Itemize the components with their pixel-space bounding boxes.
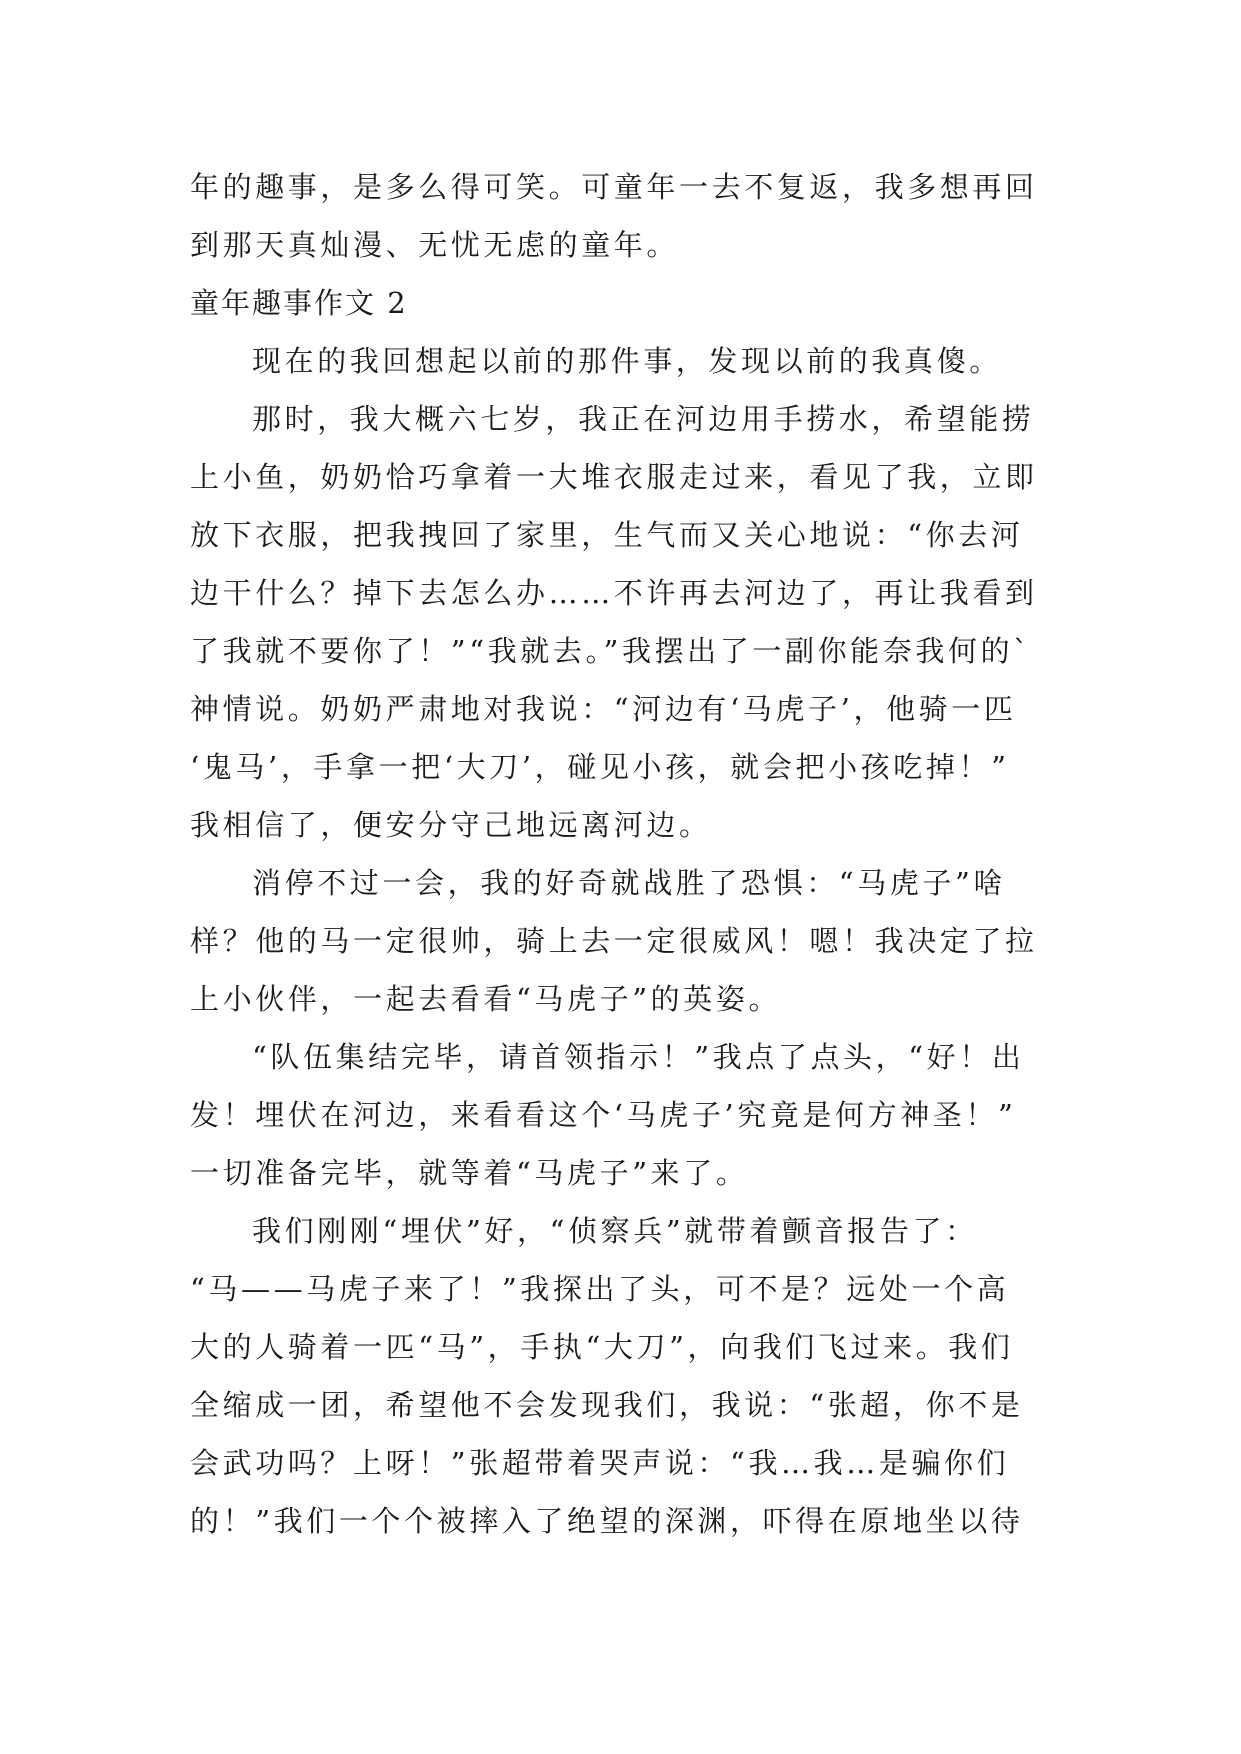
text-line: 我们刚刚“埋伏”好，“侦察兵”就带着颤音报告了： [252, 1214, 978, 1248]
text-line: 上小鱼，奶奶恰巧拿着一大堆衣服走过来，看见了我，立即 [190, 460, 1038, 494]
text-line: 放下衣服，把我拽回了家里，生气而又关心地说：“你去河 [190, 518, 1024, 552]
essay-body [190, 158, 1060, 1550]
text-line: 消停不过一会，我的好奇就战胜了恐惧：“马虎子”啥 [252, 866, 1007, 900]
text-line: 大的人骑着一匹“马”，手执“大刀”，向我们飞过来。我们 [190, 1330, 1014, 1364]
text-line: ‘鬼马’，手拿一把‘大刀’，碰见小孩，就会把小孩吃掉！” [190, 750, 1010, 784]
text-line: “队伍集结完毕，请首领指示！”我点了点头，“好！出 [252, 1040, 1025, 1074]
text-line: 神情说。奶奶严肃地对我说：“河边有‘马虎子’，他骑一匹 [190, 692, 1017, 726]
text-line: 全缩成一团，希望他不会发现我们，我说：“张超，你不是 [190, 1388, 1024, 1422]
text-line: 发！埋伏在河边，来看看这个‘马虎子’究竟是何方神圣！” [190, 1098, 1017, 1132]
text-line: 年的趣事，是多么得可笑。可童年一去不复返，我多想再回 [190, 170, 1038, 204]
text-line: 样？他的马一定很帅，骑上去一定很威风！嗯！我决定了拉 [190, 924, 1038, 958]
text-line: 到那天真灿漫、无忧无虑的童年。 [190, 228, 680, 262]
text-line: 会武功吗？上呀！”张超带着哭声说：“我…我…是骗你们 [190, 1446, 1010, 1480]
text-line: 边干什么？掉下去怎么办……不许再去河边了，再让我看到 [190, 576, 1038, 610]
section-heading: 童年趣事作文 2 [190, 286, 408, 320]
text-line: 的！”我们一个个被摔入了绝望的深渊，吓得在原地坐以待 [190, 1504, 1024, 1538]
text-line: 我相信了，便安分守己地远离河边。 [190, 808, 712, 842]
text-line: 那时，我大概六七岁，我正在河边用手捞水，希望能捞 [252, 402, 1035, 436]
text-line: 一切准备完毕，就等着“马虎子”来了。 [190, 1156, 749, 1190]
text-line: 上小伙伴，一起去看看“马虎子”的英姿。 [190, 982, 782, 1016]
text-line: 现在的我回想起以前的那件事，发现以前的我真傻。 [252, 344, 1002, 378]
text-line: “马——马虎子来了！”我探出了头，可不是？远处一个高 [190, 1272, 1010, 1306]
text-line: 了我就不要你了！”“我就去。”我摆出了一副你能奈我何的` [190, 634, 1032, 668]
